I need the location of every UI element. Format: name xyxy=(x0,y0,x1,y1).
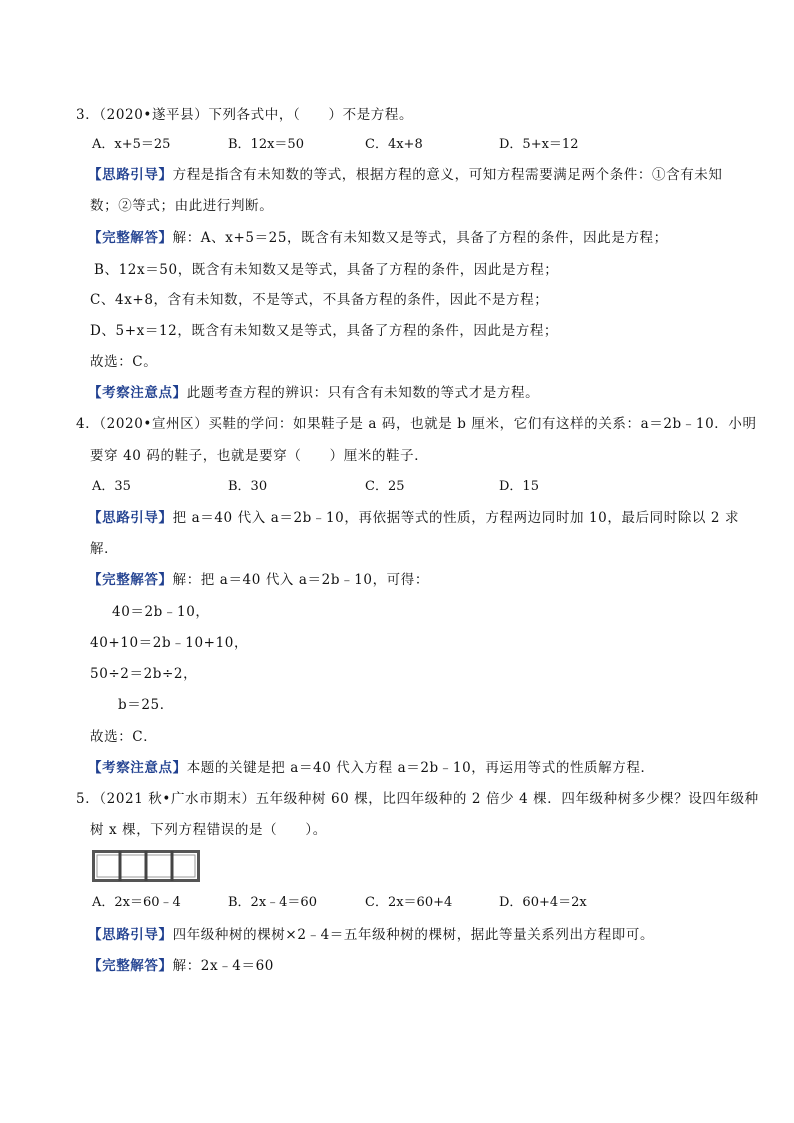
q4-option-c: C．25 xyxy=(365,479,405,494)
q5-option-b: B．2x﹣4＝60 xyxy=(228,895,317,910)
q4-step-3: 50÷2＝2b÷2， xyxy=(90,666,198,682)
q4-option-d: D．15 xyxy=(499,479,539,494)
q4-answer-end: 故选：C． xyxy=(90,729,158,745)
answer-label: 【完整解答】 xyxy=(88,958,173,974)
q3-option-d: D．5+x＝12 xyxy=(499,137,579,152)
guide-label: 【思路引导】 xyxy=(88,927,173,943)
guide-label: 【思路引导】 xyxy=(88,510,173,526)
q3-stem: 3．（2020•遂平县）下列各式中，（ ）不是方程。 xyxy=(76,107,414,123)
guide-label: 【思路引导】 xyxy=(88,167,173,183)
q3-guide xyxy=(88,165,723,185)
q4-note-text: 本题的关键是把 a＝40 代入方程 a＝2b﹣10，再运用等式的性质解方程． xyxy=(186,760,655,776)
q4-answer-text-1: 解：把 a＝40 代入 a＝2b﹣10，可得： xyxy=(172,572,429,588)
q3-option-a: A．x+5＝25 xyxy=(92,137,171,152)
q3-note-text: 此题考查方程的辨识：只有含有未知数的等式才是方程。 xyxy=(186,385,540,401)
q3-answer-text-1: 解：A、x+5＝25，既含有未知数又是等式，具备了方程的条件，因此是方程； xyxy=(172,230,668,246)
note-label: 【考察注意点】 xyxy=(88,760,187,776)
q3-answer-text-4: D、5+x＝12，既含有未知数又是等式，具备了方程的条件，因此是方程； xyxy=(90,323,559,339)
q5-stem-2: 树 x 棵，下列方程错误的是（ ）。 xyxy=(90,822,327,838)
q3-guide-text-1: 方程是指含有未知数的等式，根据方程的意义，可知方程需要满足两个条件：①含有未知 xyxy=(172,167,723,183)
q4-stem-1: 4．（2020•宣州区）买鞋的学问：如果鞋子是 a 码，也就是 b 厘米，它们有这样的关系：a＝2b﹣10．小明 xyxy=(76,416,757,432)
q5-guide xyxy=(88,925,654,945)
q4-guide xyxy=(88,508,739,528)
q3-answer-text-5: 故选：C。 xyxy=(90,354,158,370)
q3-answer xyxy=(88,228,668,248)
q4-note xyxy=(88,758,655,778)
q3-answer-text-2: B、12x＝50，既含有未知数又是等式，具备了方程的条件，因此是方程； xyxy=(94,262,559,278)
q3-answer-text-3: C、4x+8，含有未知数，不是等式，不具备方程的条件，因此不是方程； xyxy=(90,292,549,308)
q4-step-1: 40＝2b﹣10， xyxy=(112,604,210,620)
q5-option-a: A．2x＝60﹣4 xyxy=(92,895,181,910)
tree-boxes-figure xyxy=(92,850,200,882)
q5-guide-text: 四年级种树的棵树×2﹣4＝五年级种树的棵树，据此等量关系列出方程即可。 xyxy=(172,927,655,943)
q4-stem-2: 要穿 40 码的鞋子，也就是要穿（ ）厘米的鞋子． xyxy=(90,448,429,464)
q3-option-c: C．4x+8 xyxy=(365,137,423,152)
note-label: 【考察注意点】 xyxy=(88,385,187,401)
answer-label: 【完整解答】 xyxy=(88,572,173,588)
q5-option-c: C．2x＝60+4 xyxy=(365,895,453,910)
q3-guide-text-2: 数；②等式；由此进行判断。 xyxy=(90,198,274,214)
q5-stem-1: 5．（2021 秋•广水市期末）五年级种树 60 棵，比四年级种的 2 倍少 4 棵．四年级种树多少棵？设四年级种 xyxy=(76,791,759,807)
q4-step-2: 40+10＝2b﹣10+10， xyxy=(90,635,249,651)
q4-guide-text-1: 把 a＝40 代入 a＝2b﹣10，再依据等式的性质，方程两边同时加 10，最后同时除以 2 求 xyxy=(172,510,740,526)
q5-option-d: D．60+4＝2x xyxy=(499,895,587,910)
q4-step-4: b＝25． xyxy=(118,697,174,713)
answer-label: 【完整解答】 xyxy=(88,230,173,246)
q4-option-a: A．35 xyxy=(92,479,131,494)
q4-option-b: B．30 xyxy=(228,479,268,494)
q5-answer xyxy=(88,956,274,976)
q5-answer-text: 解：2x﹣4＝60 xyxy=(172,958,274,974)
q3-option-b: B．12x＝50 xyxy=(228,137,304,152)
q4-answer xyxy=(88,570,429,590)
q4-guide-text-2: 解． xyxy=(90,541,119,557)
q3-note xyxy=(88,383,539,403)
